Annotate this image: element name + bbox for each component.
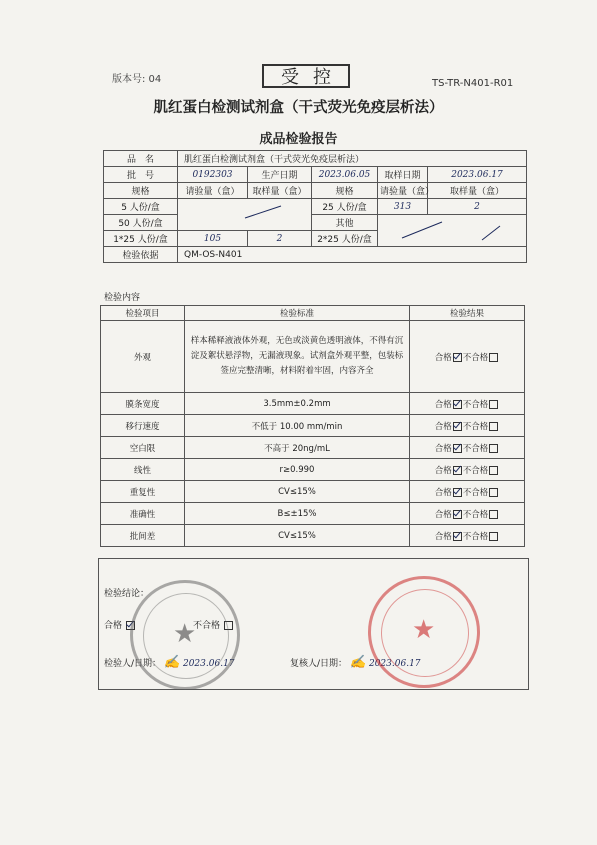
version-number: 版本号: 04: [112, 74, 162, 85]
fail-text: 不合格: [462, 531, 489, 542]
basis-value: QM-OS-N401: [178, 247, 527, 263]
company-seal-right: [368, 576, 480, 688]
spec-other: 其他: [312, 215, 378, 231]
controlled-stamp: 受控: [262, 64, 350, 88]
fail-text: 不合格: [462, 443, 489, 454]
col-item-header: 检验项目: [101, 306, 185, 321]
reviewer-label: 复核人/日期：: [290, 659, 348, 669]
pass-checkbox[interactable]: [453, 353, 462, 362]
pass-text: 合格: [104, 621, 123, 631]
pass-text: 合格: [434, 399, 452, 410]
production-date-value: 2023.06.05: [312, 167, 378, 183]
star-icon: ★: [173, 619, 197, 649]
fail-checkbox[interactable]: [489, 466, 498, 475]
fail-text: 不合格: [462, 487, 489, 498]
document-title: 肌红蛋白检测试剂盒（干式荧光免疫层析法）: [153, 100, 444, 116]
item-standard: CV≤15%: [185, 525, 410, 547]
pass-checkbox[interactable]: [453, 400, 462, 409]
fail-checkbox[interactable]: [489, 488, 498, 497]
sample-qty-header-right: 取样量（盒）: [428, 183, 527, 199]
fail-checkbox[interactable]: [489, 422, 498, 431]
item-result: [410, 503, 525, 525]
pass-checkbox[interactable]: [453, 510, 462, 519]
reviewer-signature: ✍: [349, 655, 367, 670]
spec-1x25: 1*25 人份/盒: [104, 231, 178, 247]
item-name: 准确性: [101, 503, 185, 525]
strike-line-icon: [185, 200, 305, 226]
item-name: 空白限: [101, 437, 185, 459]
batch-label: 批 号: [104, 167, 178, 183]
item-standard: 不低于 10.00 mm/min: [185, 415, 410, 437]
col-result-header: 检验结果: [410, 306, 525, 321]
item-name: 移行速度: [101, 415, 185, 437]
item-result: [410, 481, 525, 503]
inspector-date: 2023.06.17: [182, 659, 235, 669]
inspector-label: 检验人/日期：: [104, 659, 162, 669]
item-name: 膜条宽度: [101, 393, 185, 415]
spec-1x25-sample: 2: [248, 231, 312, 247]
sampling-date-label: 取样日期: [378, 167, 428, 183]
inspection-table: [100, 305, 525, 547]
item-result: [410, 437, 525, 459]
fail-checkbox[interactable]: [489, 353, 498, 362]
spec-25-sample: 2: [428, 199, 527, 215]
fail-text: 不合格: [462, 399, 489, 410]
fail-checkbox[interactable]: [489, 510, 498, 519]
spec-25: 25 人份/盒: [312, 199, 378, 215]
conclusion-label: 检验结论：: [104, 589, 150, 599]
document-code: TS-TR-N401-R01: [432, 78, 514, 89]
item-result: [410, 321, 525, 393]
spec-5: 5 人份/盒: [104, 199, 178, 215]
fail-checkbox[interactable]: [489, 532, 498, 541]
item-standard: CV≤15%: [185, 481, 410, 503]
pass-checkbox[interactable]: [453, 422, 462, 431]
pass-checkbox[interactable]: [453, 466, 462, 475]
spec-2x25: 2*25 人份/盒: [312, 231, 378, 247]
item-standard: B≤±15%: [185, 503, 410, 525]
request-qty-header: 请验量（盒）: [178, 183, 248, 199]
pass-checkbox[interactable]: [453, 488, 462, 497]
spec-25-request: 313: [378, 199, 428, 215]
pass-text: 合格: [434, 352, 452, 363]
item-result: [410, 459, 525, 481]
strike-through-cell: [178, 199, 312, 231]
pass-checkbox[interactable]: [453, 532, 462, 541]
product-info-table: [103, 150, 527, 263]
company-seal-left: [130, 580, 240, 690]
item-result: [410, 525, 525, 547]
basis-label: 检验依据: [104, 247, 178, 263]
pass-text: 合格: [434, 421, 452, 432]
inspector-signature: ✍: [163, 655, 181, 670]
item-name: 线性: [101, 459, 185, 481]
item-name: 重复性: [101, 481, 185, 503]
item-standard: 不高于 20ng/mL: [185, 437, 410, 459]
pass-text: 合格: [434, 465, 452, 476]
item-standard: r≥0.990: [185, 459, 410, 481]
pass-text: 合格: [434, 531, 452, 542]
item-name: 批间差: [101, 525, 185, 547]
product-name-value: 肌红蛋白检测试剂盒（干式荧光免疫层析法）: [178, 151, 527, 167]
reviewer-date: 2023.06.17: [368, 659, 421, 669]
item-standard: 样本稀释液液体外观，无色或淡黄色透明液体，不得有沉淀及絮状悬浮物，无漏液现象。试剂盒外观平整，包装标签应完整清晰，材料附着牢固，内容齐全: [185, 321, 410, 393]
fail-text: 不合格: [462, 352, 489, 363]
fail-text: 不合格: [462, 421, 489, 432]
spec-header: 规格: [104, 183, 178, 199]
sampling-date-value: 2023.06.17: [428, 167, 527, 183]
spec-50: 50 人份/盒: [104, 215, 178, 231]
item-result: [410, 393, 525, 415]
spec-1x25-request: 105: [178, 231, 248, 247]
production-date-label: 生产日期: [248, 167, 312, 183]
fail-checkbox[interactable]: [489, 444, 498, 453]
fail-text: 不合格: [193, 621, 221, 631]
fail-text: 不合格: [462, 465, 489, 476]
spec-header-right: 规格: [312, 183, 378, 199]
col-standard-header: 检验标准: [185, 306, 410, 321]
strike-through-cell-right: [378, 215, 527, 247]
fail-text: 不合格: [462, 509, 489, 520]
request-qty-header-right: 请验量（盒）: [378, 183, 428, 199]
product-name-label: 品 名: [104, 151, 178, 167]
pass-text: 合格: [434, 509, 452, 520]
item-name: 外观: [101, 321, 185, 393]
strike-line-icon: [382, 216, 522, 242]
item-result: [410, 415, 525, 437]
pass-text: 合格: [434, 443, 452, 454]
pass-text: 合格: [434, 487, 452, 498]
pass-checkbox[interactable]: [453, 444, 462, 453]
item-standard: 3.5mm±0.2mm: [185, 393, 410, 415]
fail-checkbox[interactable]: [489, 400, 498, 409]
section-label: 检验内容: [104, 293, 141, 303]
report-subtitle: 成品检验报告: [259, 132, 338, 147]
star-icon: ★: [412, 615, 436, 645]
batch-value: 0192303: [178, 167, 248, 183]
sample-qty-header: 取样量（盒）: [248, 183, 312, 199]
